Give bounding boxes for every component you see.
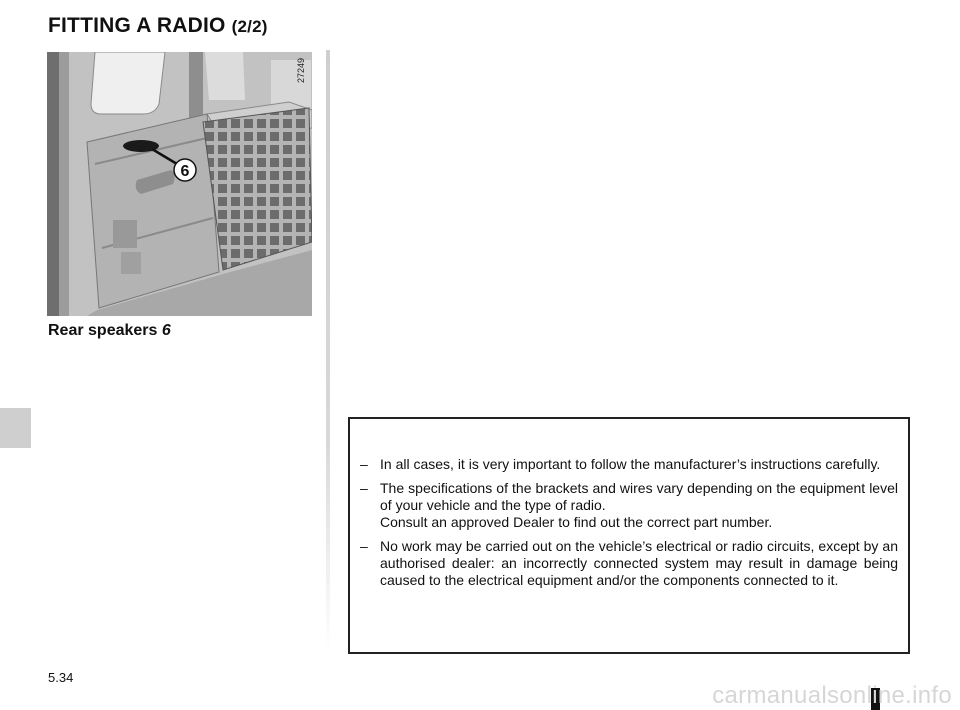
notes-box [348,417,910,654]
caption-text: Rear speakers [48,322,162,339]
note-line: Consult an approved Dealer to find out the correct part number. [380,514,773,530]
note-dash: – [360,538,368,554]
watermark: carmanualsonline.info [712,682,952,709]
page-title [48,14,268,38]
note-line: No work may be carried out on the vehicle’s electrical or radio circuits, except by an authorised dealer: an incorrectly connected system may result in damage being caused to the electrical equipment and/or the components connected to it. [380,538,898,588]
illustration-reference: 27249 [296,58,306,84]
section-tab [0,408,31,448]
title-main: FITTING A RADIO [48,14,226,37]
column-divider [326,50,330,650]
note-text [380,456,898,473]
rear-speaker-illustration [47,52,312,316]
title-part: (2/2) [231,17,268,36]
note-line: In all cases, it is very important to follow the manufacturer’s instructions carefully. [380,456,881,472]
note-line: The specifications of the brackets and wires vary depending on the equipment level of your vehicle and the type of radio. [380,480,898,513]
note-dash: – [360,480,368,496]
callout-number: 6 [180,163,190,180]
note-text [380,538,898,589]
caption-number: 6 [161,322,171,339]
note-item [360,538,898,589]
note-text [380,480,898,531]
note-item [360,456,898,473]
note-dash: – [360,456,368,472]
note-item [360,480,898,531]
figure-caption [48,322,171,340]
page-number: 5.34 [48,670,74,685]
